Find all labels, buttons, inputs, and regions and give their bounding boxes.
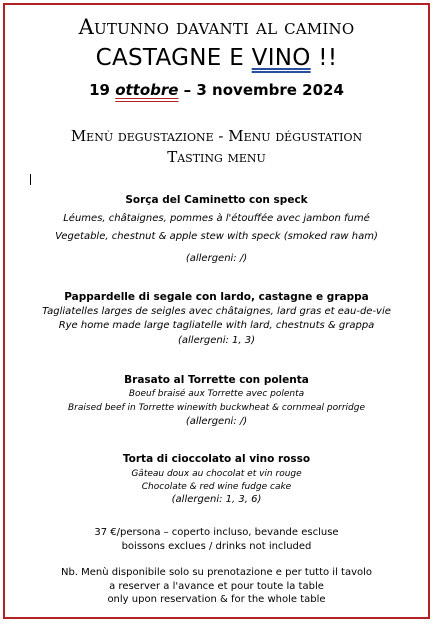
title-vino: VINO bbox=[251, 45, 311, 71]
note-line-2: a reserver a l'avance et pour toute la table bbox=[109, 581, 324, 592]
title-line-1: Autunno davanti al camino bbox=[78, 15, 355, 39]
title-exclaim: !! bbox=[310, 45, 338, 71]
course-4-name: Torta di cioccolato al vino rosso bbox=[122, 453, 311, 465]
course-2-fr: Tagliatelles larges de seigles avec châtaignes, lard gras et eau-de-vie bbox=[42, 306, 391, 317]
date-day: 19 bbox=[89, 81, 116, 99]
course-1-allergens: (allergeni: /) bbox=[185, 253, 248, 264]
course-3-allergens: (allergeni: /) bbox=[185, 416, 248, 427]
course-2-allergens: (allergeni: 1, 3) bbox=[178, 335, 255, 346]
course-1-name: Sorça del Caminetto con speck bbox=[125, 194, 308, 206]
date-month: ottobre bbox=[115, 81, 179, 99]
date-range bbox=[5, 81, 428, 99]
price-line-1: 37 €/persona – coperto incluso, bevande escluse bbox=[94, 527, 339, 538]
note-line-3: only upon reservation & for the whole table bbox=[107, 594, 326, 605]
text-cursor bbox=[30, 174, 31, 185]
title-line-2 bbox=[5, 45, 428, 71]
course-1-en: Vegetable, chestnut & apple stew with speck (smoked raw ham) bbox=[55, 231, 378, 242]
note-line-1: Nb. Menù disponibile solo su prenotazione e per tutto il tavolo bbox=[60, 567, 373, 578]
date-rest: – 3 novembre 2024 bbox=[178, 81, 344, 99]
course-3-fr: Boeuf braisé aux Torrette avec polenta bbox=[128, 389, 305, 399]
title-castagne: CASTAGNE E bbox=[95, 45, 252, 71]
course-2-en: Rye home made large tagliatelle with lard, chestnuts & grappa bbox=[58, 320, 375, 331]
menu-subtitle-2: Tasting menu bbox=[167, 148, 266, 166]
course-3-en: Braised beef in Torrette winewith buckwheat & cornmeal porridge bbox=[68, 403, 365, 413]
course-2-name: Pappardelle di segale con lardo, castagne e grappa bbox=[64, 291, 369, 303]
course-4-en: Chocolate & red wine fudge cake bbox=[141, 482, 292, 492]
course-4-allergens: (allergeni: 1, 3, 6) bbox=[171, 494, 262, 505]
course-4-fr: Gâteau doux au chocolat et vin rouge bbox=[131, 469, 302, 479]
price-line-2: boissons exclues / drinks not included bbox=[121, 541, 312, 552]
menu-page bbox=[3, 3, 430, 619]
menu-subtitle-1: Menù degustazione - Menu dégustation bbox=[70, 127, 363, 145]
course-3-name: Brasato al Torrette con polenta bbox=[124, 374, 309, 386]
course-1-fr: Léumes, châtaignes, pommes à l'étouffée avec jambon fumé bbox=[63, 213, 370, 224]
